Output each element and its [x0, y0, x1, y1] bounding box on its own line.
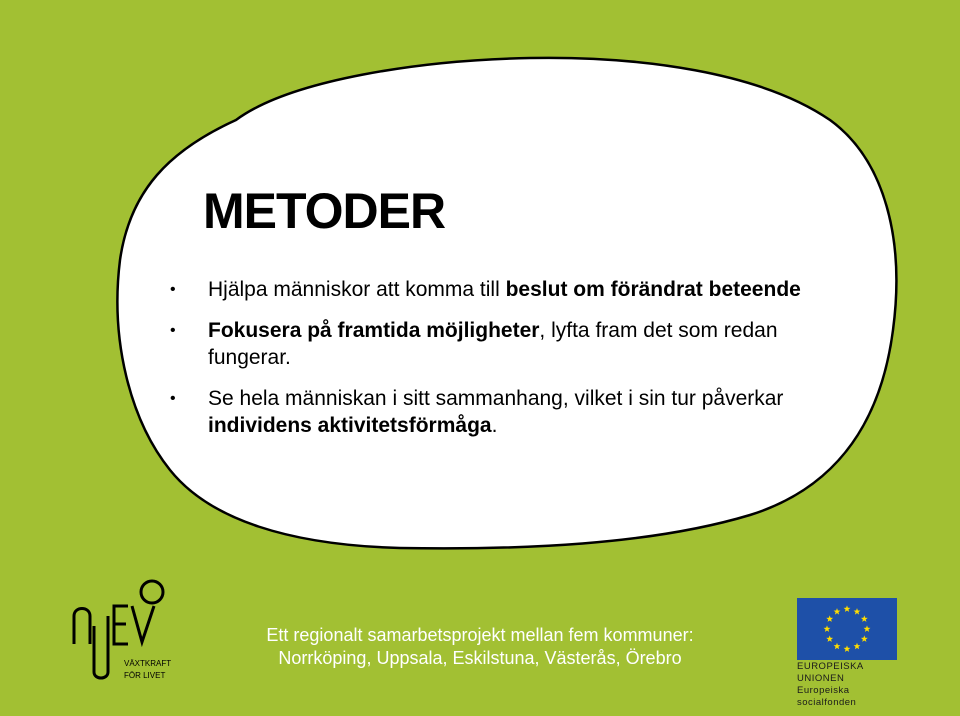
footer-line-2: Norrköping, Uppsala, Eskilstuna, Västerås, Örebro	[278, 648, 682, 668]
eu-caption-line-1: EUROPEISKA UNIONEN	[797, 661, 864, 684]
bullet-text-run: individens aktivitetsförmåga	[208, 414, 492, 437]
bullet-item	[170, 385, 810, 439]
nevo-logo	[68, 576, 188, 691]
bullet-text-run: beslut om förändrat beteende	[505, 278, 801, 301]
eu-flag-icon	[797, 598, 897, 665]
bullet-item	[170, 317, 810, 371]
bullet-dot: •	[170, 390, 176, 407]
nevo-caption-1: VÄXTKRAFT	[124, 659, 172, 668]
bullet-text-run: Se hela människan i sitt sammanhang, vilket i sin tur påverkar	[208, 387, 784, 410]
bullet-dot: •	[170, 322, 176, 339]
bullet-dot: •	[170, 281, 176, 298]
eu-caption-line-2: Europeiska socialfonden	[797, 685, 857, 708]
bullet-text-run: Fokusera på framtida möjligheter	[208, 319, 540, 342]
bullet-list	[170, 276, 810, 453]
footer-line-1: Ett regionalt samarbetsprojekt mellan fem kommuner:	[266, 625, 694, 645]
footer	[260, 624, 700, 670]
slide-title: METODER	[203, 183, 446, 239]
eu-caption	[797, 661, 907, 709]
bullet-text-run: .	[491, 414, 498, 437]
bullet-text-run: Hjälpa människor att komma till	[208, 278, 506, 301]
bullet-text-run: , lyfta fram det som redan fungerar.	[208, 319, 778, 369]
nevo-caption-2: FÖR LIVET	[124, 671, 166, 680]
bullet-item	[170, 276, 810, 303]
